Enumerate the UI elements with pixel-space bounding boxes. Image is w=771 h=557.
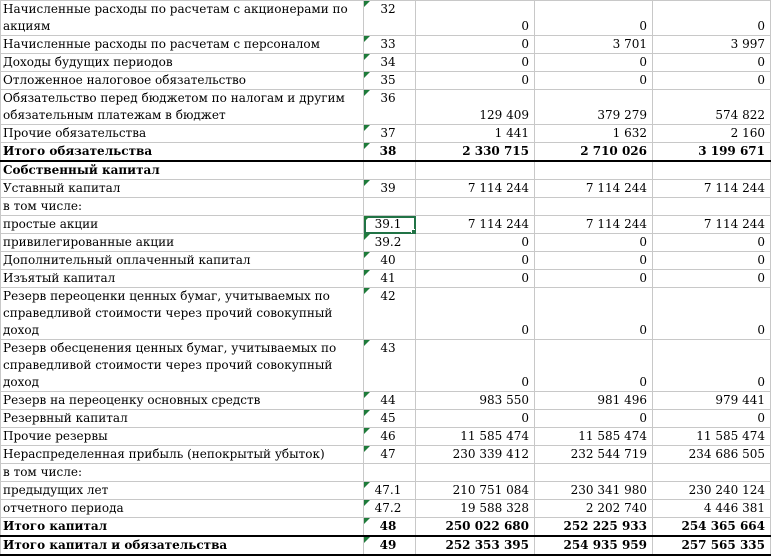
row-label-text: Прочие обязательства [3, 126, 147, 140]
cell-comment-marker-icon [364, 340, 370, 346]
value-cell-col2[interactable] [535, 446, 653, 464]
value-cell-col3[interactable] [653, 143, 771, 162]
row-label-cell[interactable] [1, 446, 364, 464]
row-label-text: Отложенное налоговое обязательство [3, 73, 246, 87]
row-code-cell[interactable] [364, 288, 416, 340]
value-text-col3: 234 686 505 [688, 447, 765, 461]
value-cell-col1[interactable] [416, 464, 535, 482]
row-label-cell[interactable] [1, 143, 364, 162]
value-cell-col3[interactable] [653, 288, 771, 340]
row-label-cell[interactable] [1, 180, 364, 198]
value-cell-col1[interactable] [416, 482, 535, 500]
row-code-cell[interactable] [364, 482, 416, 500]
table-row [1, 234, 771, 252]
row-label-text: Итого капитал [3, 519, 108, 533]
value-text-col2: 2 710 026 [580, 144, 647, 158]
value-cell-col1[interactable] [416, 288, 535, 340]
value-text-col1: 0 [521, 19, 529, 33]
value-cell-col3[interactable] [653, 446, 771, 464]
table-row [1, 54, 771, 72]
row-label-cell[interactable] [1, 54, 364, 72]
row-label-cell[interactable] [1, 90, 364, 125]
row-code-text: 39.1 [374, 217, 402, 231]
cell-comment-marker-icon [364, 252, 370, 258]
value-text-col1: 230 339 412 [452, 447, 529, 461]
value-text-col2: 0 [639, 19, 647, 33]
row-label-cell[interactable] [1, 234, 364, 252]
row-code-text: 34 [380, 55, 396, 69]
row-code-cell[interactable] [364, 518, 416, 537]
value-text-col2: 252 225 933 [563, 519, 647, 533]
row-label-text: Обязательство перед бюджетом по налогам и другим обязательным платежам в бюджет [3, 91, 345, 122]
value-cell-col3[interactable] [653, 340, 771, 392]
value-text-col1: 19 588 328 [460, 501, 529, 515]
value-cell-col2[interactable] [535, 125, 653, 143]
row-code-text: 42 [380, 289, 396, 303]
value-text-col2: 7 114 244 [585, 181, 647, 195]
value-text-col3: 257 565 335 [681, 538, 765, 552]
row-code-text: 45 [380, 411, 396, 425]
value-cell-col1[interactable] [416, 143, 535, 162]
value-text-col1: 0 [521, 323, 529, 337]
value-cell-col2[interactable] [535, 482, 653, 500]
value-cell-col2[interactable] [535, 36, 653, 54]
row-label-text: Итого обязательства [3, 144, 153, 158]
value-cell-col3[interactable] [653, 54, 771, 72]
row-code-cell[interactable] [364, 72, 416, 90]
cell-comment-marker-icon [364, 180, 370, 186]
value-text-col2: 0 [639, 375, 647, 389]
value-text-col1: 7 114 244 [467, 181, 529, 195]
cell-comment-marker-icon [364, 125, 370, 131]
row-code-text: 33 [380, 37, 396, 51]
value-text-col1: 11 585 474 [460, 429, 529, 443]
value-text-col1: 210 751 084 [452, 483, 529, 497]
row-label-cell[interactable] [1, 216, 364, 234]
row-label-text: отчетного периода [3, 501, 124, 515]
row-code-text: 32 [380, 2, 396, 16]
value-cell-col3[interactable] [653, 536, 771, 555]
value-cell-col3[interactable] [653, 161, 771, 180]
table-row [1, 536, 771, 555]
row-label-text: Резерв на переоценку основных средств [3, 393, 261, 407]
row-code-cell[interactable] [364, 1, 416, 36]
value-text-col3: 0 [757, 235, 765, 249]
row-label-cell[interactable] [1, 340, 364, 392]
value-cell-col2[interactable] [535, 392, 653, 410]
row-code-text: 48 [379, 519, 397, 533]
row-code-text: 47.1 [374, 483, 402, 497]
table-row [1, 482, 771, 500]
table-row [1, 198, 771, 216]
value-text-col2: 11 585 474 [578, 429, 647, 443]
value-text-col2: 7 114 244 [585, 217, 647, 231]
cell-comment-marker-icon [364, 410, 370, 416]
table-row [1, 36, 771, 54]
row-code-cell[interactable] [364, 198, 416, 216]
table-row [1, 252, 771, 270]
row-code-text: 39.2 [374, 235, 402, 249]
table-row [1, 288, 771, 340]
value-cell-col2[interactable] [535, 180, 653, 198]
value-cell-col3[interactable] [653, 428, 771, 446]
row-label-cell[interactable] [1, 500, 364, 518]
row-label-text: Доходы будущих периодов [3, 55, 173, 69]
table-row [1, 180, 771, 198]
row-code-cell[interactable] [364, 125, 416, 143]
row-code-cell[interactable] [364, 500, 416, 518]
table-row [1, 161, 771, 180]
value-text-col3: 3 997 [730, 37, 765, 51]
value-text-col1: 983 550 [479, 393, 529, 407]
value-cell-col2[interactable] [535, 216, 653, 234]
row-label-cell[interactable] [1, 410, 364, 428]
row-label-cell[interactable] [1, 198, 364, 216]
value-cell-col3[interactable] [653, 500, 771, 518]
value-text-col2: 232 544 719 [570, 447, 647, 461]
value-text-col2: 0 [639, 73, 647, 87]
row-label-text: привилегированные акции [3, 235, 175, 249]
value-text-col3: 0 [757, 19, 765, 33]
value-cell-col1[interactable] [416, 428, 535, 446]
value-cell-col1[interactable] [416, 340, 535, 392]
row-label-cell[interactable] [1, 1, 364, 36]
row-code-text: 36 [380, 91, 396, 105]
table-row [1, 143, 771, 162]
row-label-text: в том числе: [3, 199, 83, 213]
cell-comment-marker-icon [364, 537, 370, 543]
row-label-text: Начисленные расходы по расчетам с акционерами по акциям [3, 2, 348, 33]
row-label-text: Нераспределенная прибыль (непокрытый убыток) [3, 447, 325, 461]
value-text-col3: 0 [757, 323, 765, 337]
value-text-col2: 0 [639, 271, 647, 285]
row-code-text: 49 [379, 538, 397, 552]
cell-comment-marker-icon [364, 428, 370, 434]
value-cell-col1[interactable] [416, 72, 535, 90]
table-row [1, 270, 771, 288]
value-cell-col1[interactable] [416, 216, 535, 234]
row-code-cell[interactable] [364, 252, 416, 270]
value-cell-col2[interactable] [535, 1, 653, 36]
value-text-col2: 230 341 980 [570, 483, 647, 497]
value-text-col2: 0 [639, 253, 647, 267]
cell-comment-marker-icon [364, 72, 370, 78]
value-cell-col1[interactable] [416, 234, 535, 252]
value-text-col3: 979 441 [715, 393, 765, 407]
value-text-col1: 0 [521, 55, 529, 69]
table-row [1, 340, 771, 392]
row-label-cell[interactable] [1, 161, 364, 180]
row-code-cell[interactable] [364, 216, 416, 234]
value-cell-col3[interactable] [653, 36, 771, 54]
value-text-col2: 981 496 [597, 393, 647, 407]
value-cell-col2[interactable] [535, 161, 653, 180]
value-cell-col2[interactable] [535, 410, 653, 428]
cell-comment-marker-icon [364, 234, 370, 240]
row-label-cell[interactable] [1, 288, 364, 340]
row-code-cell[interactable] [364, 464, 416, 482]
value-cell-col2[interactable] [535, 270, 653, 288]
row-code-text: 38 [379, 144, 397, 158]
value-cell-col2[interactable] [535, 198, 653, 216]
value-cell-col2[interactable] [535, 428, 653, 446]
value-text-col1: 0 [521, 375, 529, 389]
table-row [1, 500, 771, 518]
value-cell-col1[interactable] [416, 125, 535, 143]
cell-comment-marker-icon [364, 288, 370, 294]
value-cell-col1[interactable] [416, 518, 535, 537]
table-row [1, 410, 771, 428]
row-code-cell[interactable] [364, 340, 416, 392]
row-label-text: Итого капитал и обязательства [3, 538, 228, 552]
row-label-text: простые акции [3, 217, 99, 231]
cell-comment-marker-icon [364, 446, 370, 452]
value-text-col3: 0 [757, 375, 765, 389]
table-row [1, 90, 771, 125]
value-cell-col2[interactable] [535, 464, 653, 482]
value-text-col1: 0 [521, 235, 529, 249]
value-cell-col3[interactable] [653, 1, 771, 36]
row-label-text: Изъятый капитал [3, 271, 116, 285]
row-code-text: 35 [380, 73, 396, 87]
value-cell-col2[interactable] [535, 72, 653, 90]
value-text-col3: 0 [757, 411, 765, 425]
table-row [1, 392, 771, 410]
value-text-col3: 7 114 244 [703, 217, 765, 231]
value-cell-col1[interactable] [416, 392, 535, 410]
row-label-cell[interactable] [1, 125, 364, 143]
value-text-col1: 0 [521, 37, 529, 51]
value-cell-col1[interactable] [416, 90, 535, 125]
value-cell-col3[interactable] [653, 90, 771, 125]
row-label-cell[interactable] [1, 392, 364, 410]
row-label-text: Резервный капитал [3, 411, 128, 425]
row-code-cell[interactable] [364, 410, 416, 428]
value-text-col1: 252 353 395 [445, 538, 529, 552]
row-code-text: 47.2 [374, 501, 402, 515]
row-label-cell[interactable] [1, 482, 364, 500]
row-code-cell[interactable] [364, 270, 416, 288]
cell-comment-marker-icon [364, 90, 370, 96]
row-label-text: Собственный капитал [3, 163, 160, 177]
value-text-col1: 0 [521, 411, 529, 425]
cell-comment-marker-icon [364, 270, 370, 276]
value-cell-col1[interactable] [416, 252, 535, 270]
row-label-cell[interactable] [1, 536, 364, 555]
cell-comment-marker-icon [364, 36, 370, 42]
value-cell-col3[interactable] [653, 392, 771, 410]
value-cell-col3[interactable] [653, 125, 771, 143]
cell-comment-marker-icon [364, 54, 370, 60]
cell-comment-marker-icon [364, 518, 370, 524]
row-code-text: 44 [380, 393, 396, 407]
table-row [1, 1, 771, 36]
value-text-col2: 1 632 [612, 126, 647, 140]
cell-comment-marker-icon [364, 1, 370, 7]
value-text-col2: 0 [639, 323, 647, 337]
value-text-col3: 0 [757, 271, 765, 285]
table-row [1, 428, 771, 446]
cell-comment-marker-icon [364, 482, 370, 488]
table-row [1, 216, 771, 234]
row-code-cell[interactable] [364, 36, 416, 54]
row-label-cell[interactable] [1, 428, 364, 446]
value-text-col1: 250 022 680 [445, 519, 529, 533]
value-text-col1: 2 330 715 [462, 144, 529, 158]
value-text-col1: 0 [521, 253, 529, 267]
value-text-col2: 0 [639, 55, 647, 69]
row-code-cell[interactable] [364, 428, 416, 446]
table-row [1, 518, 771, 537]
row-code-text: 39 [380, 181, 396, 195]
row-code-text: 43 [380, 341, 396, 355]
value-cell-col3[interactable] [653, 464, 771, 482]
value-cell-col3[interactable] [653, 270, 771, 288]
value-cell-col1[interactable] [416, 180, 535, 198]
value-cell-col1[interactable] [416, 410, 535, 428]
cell-comment-marker-icon [364, 500, 370, 506]
value-text-col3: 11 585 474 [696, 429, 765, 443]
value-text-col1: 129 409 [479, 108, 529, 122]
row-code-cell[interactable] [364, 161, 416, 180]
row-label-cell[interactable] [1, 252, 364, 270]
row-label-cell[interactable] [1, 518, 364, 537]
value-text-col2: 3 701 [612, 37, 647, 51]
table-row [1, 72, 771, 90]
row-code-cell[interactable] [364, 54, 416, 72]
value-cell-col3[interactable] [653, 252, 771, 270]
value-text-col1: 7 114 244 [467, 217, 529, 231]
value-cell-col1[interactable] [416, 446, 535, 464]
value-text-col1: 1 441 [494, 126, 529, 140]
value-text-col2: 254 935 959 [563, 538, 647, 552]
value-text-col2: 0 [639, 235, 647, 249]
cell-comment-marker-icon [364, 143, 370, 149]
value-cell-col3[interactable] [653, 198, 771, 216]
row-label-text: Прочие резервы [3, 429, 108, 443]
cell-comment-marker-icon [364, 216, 370, 222]
value-text-col2: 0 [639, 411, 647, 425]
value-cell-col3[interactable] [653, 518, 771, 537]
value-text-col3: 574 822 [715, 108, 765, 122]
row-code-text: 37 [380, 126, 396, 140]
value-cell-col2[interactable] [535, 90, 653, 125]
value-text-col2: 2 202 740 [585, 501, 647, 515]
value-cell-col1[interactable] [416, 536, 535, 555]
value-cell-col1[interactable] [416, 270, 535, 288]
row-label-cell[interactable] [1, 36, 364, 54]
row-label-text: предыдущих лет [3, 483, 109, 497]
value-text-col3: 230 240 124 [688, 483, 765, 497]
value-text-col2: 379 279 [597, 108, 647, 122]
value-text-col3: 4 446 381 [703, 501, 765, 515]
value-cell-col1[interactable] [416, 54, 535, 72]
value-cell-col1[interactable] [416, 198, 535, 216]
value-cell-col2[interactable] [535, 143, 653, 162]
value-text-col3: 0 [757, 55, 765, 69]
row-code-cell[interactable] [364, 90, 416, 125]
row-code-text: 40 [380, 253, 396, 267]
row-label-cell[interactable] [1, 464, 364, 482]
value-cell-col3[interactable] [653, 234, 771, 252]
value-text-col3: 0 [757, 253, 765, 267]
row-code-text: 41 [380, 271, 396, 285]
value-cell-col2[interactable] [535, 288, 653, 340]
row-label-text: Резерв переоценки ценных бумаг, учитываемых по справедливой стоимости через прочий совокупный доход [3, 289, 333, 337]
row-code-cell[interactable] [364, 536, 416, 555]
value-text-col3: 0 [757, 73, 765, 87]
row-code-text: 47 [380, 447, 396, 461]
row-label-text: Дополнительный оплаченный капитал [3, 253, 251, 267]
row-code-cell[interactable] [364, 143, 416, 162]
value-cell-col3[interactable] [653, 180, 771, 198]
row-label-cell[interactable] [1, 270, 364, 288]
row-label-text: Начисленные расходы по расчетам с персоналом [3, 37, 320, 51]
row-label-cell[interactable] [1, 72, 364, 90]
value-text-col3: 7 114 244 [703, 181, 765, 195]
row-code-cell[interactable] [364, 180, 416, 198]
table-row [1, 125, 771, 143]
row-code-cell[interactable] [364, 234, 416, 252]
value-text-col1: 0 [521, 271, 529, 285]
row-label-text: в том числе: [3, 465, 83, 479]
table-row [1, 446, 771, 464]
value-cell-col1[interactable] [416, 36, 535, 54]
row-code-text: 46 [380, 429, 396, 443]
row-code-cell[interactable] [364, 446, 416, 464]
value-cell-col1[interactable] [416, 161, 535, 180]
value-cell-col1[interactable] [416, 500, 535, 518]
value-cell-col2[interactable] [535, 54, 653, 72]
value-cell-col3[interactable] [653, 216, 771, 234]
row-code-cell[interactable] [364, 392, 416, 410]
value-cell-col2[interactable] [535, 536, 653, 555]
value-cell-col2[interactable] [535, 234, 653, 252]
value-cell-col3[interactable] [653, 482, 771, 500]
value-cell-col2[interactable] [535, 340, 653, 392]
value-cell-col2[interactable] [535, 252, 653, 270]
value-text-col3: 2 160 [730, 126, 765, 140]
row-label-text: Резерв обесценения ценных бумаг, учитываемых по справедливой стоимости через прочий совокупный доход [3, 341, 337, 389]
value-cell-col2[interactable] [535, 518, 653, 537]
value-cell-col2[interactable] [535, 500, 653, 518]
cell-comment-marker-icon [364, 392, 370, 398]
value-text-col3: 3 199 671 [698, 144, 765, 158]
row-label-text: Уставный капитал [3, 181, 121, 195]
value-text-col3: 254 365 664 [681, 519, 765, 533]
balance-sheet-body [1, 1, 771, 556]
value-cell-col1[interactable] [416, 1, 535, 36]
table-row [1, 464, 771, 482]
value-text-col1: 0 [521, 73, 529, 87]
value-cell-col3[interactable] [653, 410, 771, 428]
value-cell-col3[interactable] [653, 72, 771, 90]
